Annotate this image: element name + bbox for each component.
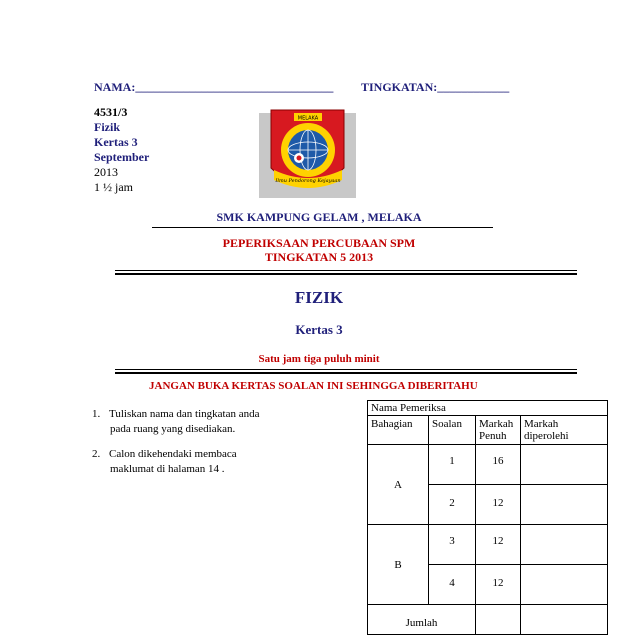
exam-level: TINGKATAN 5 2013 xyxy=(264,250,374,264)
header-marks-obtained: Markah diperolehi xyxy=(521,416,608,445)
section-a: A xyxy=(368,445,429,525)
question-number: 3 xyxy=(429,525,476,565)
paper-year: 2013 xyxy=(94,165,118,179)
paper-code: 4531/3 xyxy=(94,105,128,119)
instruction-line: pada ruang yang disediakan. xyxy=(110,423,236,435)
full-marks: 12 xyxy=(476,485,521,525)
divider-line-mid xyxy=(115,369,577,370)
school-underline xyxy=(152,227,493,228)
logo-banner-text: MELAKA xyxy=(297,115,319,122)
marks-obtained-cell[interactable] xyxy=(521,565,608,605)
marks-obtained-cell[interactable] xyxy=(521,445,608,485)
marks-table xyxy=(367,400,608,635)
school-crest-logo xyxy=(259,108,356,198)
full-marks: 16 xyxy=(476,445,521,485)
full-marks: 12 xyxy=(476,565,521,605)
instruction-1 xyxy=(92,407,260,437)
total-obtained-cell[interactable] xyxy=(521,605,608,635)
form-field-label: TINGKATAN:____________ xyxy=(361,80,510,94)
name-field-label: NAMA:_________________________________ xyxy=(94,80,334,94)
full-marks: 12 xyxy=(476,525,521,565)
examiner-label: Nama Pemeriksa xyxy=(368,401,608,416)
instruction-line: maklumat di halaman 14 . xyxy=(110,463,225,475)
question-number: 4 xyxy=(429,565,476,605)
header-full-marks: Markah Penuh xyxy=(476,416,521,445)
instruction-number: 1. xyxy=(92,408,101,420)
instruction-line: Calon dikehendaki membaca xyxy=(109,448,237,460)
exam-title: PEPERIKSAAN PERCUBAAN SPM xyxy=(222,236,416,250)
paper-subject: Fizik xyxy=(94,120,120,134)
total-label: Jumlah xyxy=(368,605,476,635)
duration-heading: Satu jam tiga puluh minit xyxy=(258,353,380,365)
question-number: 2 xyxy=(429,485,476,525)
header-section: Bahagian xyxy=(368,416,429,445)
instruction-2 xyxy=(92,447,237,477)
divider-line-top-2 xyxy=(115,273,577,275)
header-question: Soalan xyxy=(429,416,476,445)
school-name: SMK KAMPUNG GELAM , MELAKA xyxy=(216,210,422,224)
warning-text: JANGAN BUKA KERTAS SOALAN INI SEHINGGA DIBERITAHU xyxy=(149,380,478,392)
paper-heading: Kertas 3 xyxy=(295,322,343,337)
logo-motto: Ilmu Pendorong Kejayaan xyxy=(275,178,341,184)
instruction-number: 2. xyxy=(92,448,101,460)
marks-obtained-cell[interactable] xyxy=(521,485,608,525)
section-b: B xyxy=(368,525,429,605)
divider-line-mid-2 xyxy=(115,372,577,374)
paper-number: Kertas 3 xyxy=(94,135,138,149)
subject-heading: FIZIK xyxy=(294,288,344,307)
paper-info xyxy=(94,105,149,195)
question-number: 1 xyxy=(429,445,476,485)
total-full-cell xyxy=(476,605,521,635)
paper-month: September xyxy=(94,150,150,164)
paper-duration: 1 ½ jam xyxy=(94,180,133,194)
marks-obtained-cell[interactable] xyxy=(521,525,608,565)
instruction-line: Tuliskan nama dan tingkatan anda xyxy=(109,408,260,420)
divider-line-top xyxy=(115,270,577,271)
